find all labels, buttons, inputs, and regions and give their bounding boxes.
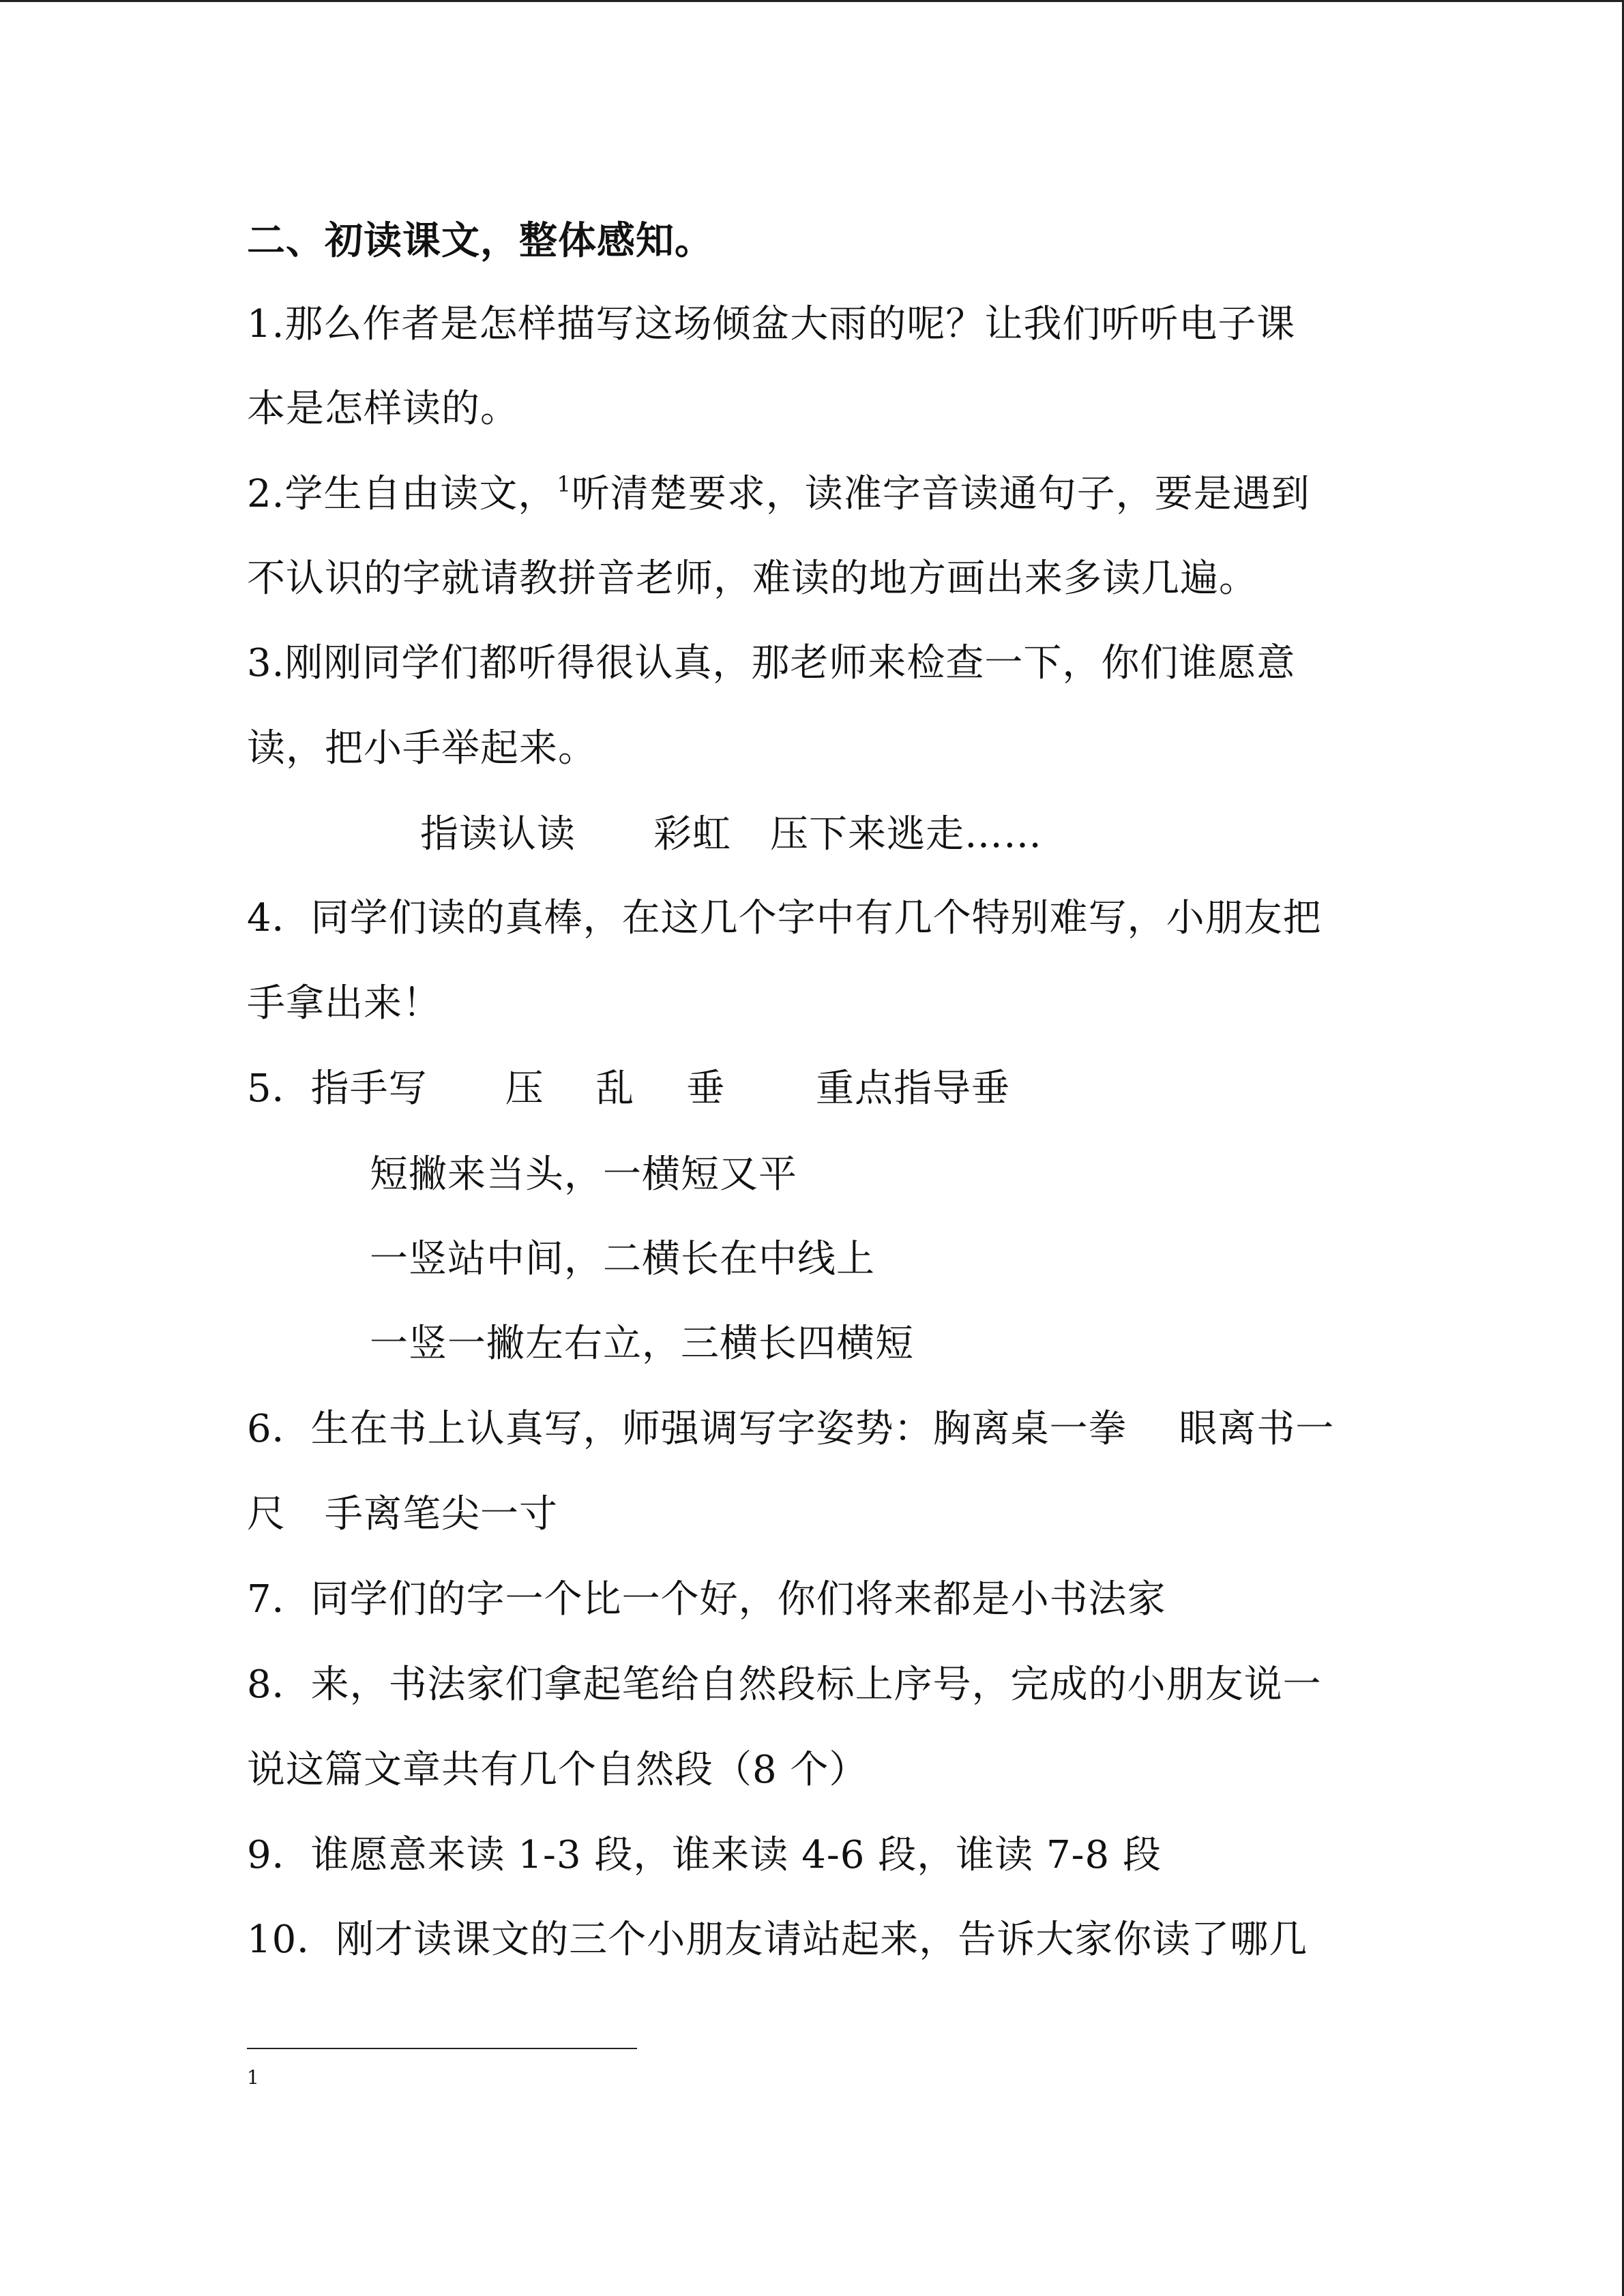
paragraph-line: 10．刚才读课文的三个小朋友请站起来，告诉大家你读了哪几	[247, 1918, 1308, 1962]
paragraph-line: 说这篇文章共有几个自然段（8 个）	[247, 1748, 868, 1792]
footnote-marker: 1	[247, 2066, 259, 2089]
paragraph-line: 4．同学们读的真棒，在这几个字中有几个特别难写，小朋友把	[247, 896, 1322, 940]
paragraph-text: 听清楚要求，读准字音读通句子，要是遇到	[571, 472, 1310, 516]
paragraph-line: 9．谁愿意来读 1-3 段，谁来读 4-6 段，谁读 7-8 段	[247, 1833, 1162, 1877]
paragraph-line: 不认识的字就请教拼音老师，难读的地方画出来多读几遍。	[247, 556, 1258, 601]
paragraph-line: 读，把小手举起来。	[247, 726, 597, 771]
paragraph-line: 7．同学们的字一个比一个好，你们将来都是小书法家	[247, 1577, 1166, 1622]
paragraph-line: 尺 手离笔尖一寸	[247, 1492, 558, 1536]
reading-words-line: 指读认读 彩虹 压下来逃走……	[420, 812, 1042, 856]
paragraph-line: 5．指手写 压 乱 垂 重点指导垂	[247, 1067, 1011, 1111]
footnote-reference[interactable]: 1	[557, 471, 572, 497]
mnemonic-line: 一竖站中间，二横长在中线上	[370, 1237, 875, 1281]
paragraph-line: 3.刚刚同学们都听得很认真，那老师来检查一下，你们谁愿意	[247, 641, 1296, 685]
paragraph-text: 2.学生自由读文，	[247, 472, 557, 516]
paragraph-line: 手拿出来！	[247, 981, 441, 1026]
paragraph-line: 6．生在书上认真写，师强调写字姿势：胸离桌一拳 眼离书一	[247, 1407, 1335, 1451]
paragraph-line: 本是怎样读的。	[247, 387, 519, 431]
mnemonic-line: 短撇来当头，一横短又平	[370, 1152, 797, 1197]
mnemonic-line: 一竖一撇左右立，三横长四横短	[370, 1322, 914, 1366]
page-border-top	[0, 0, 1624, 2]
footnote-separator	[247, 2048, 637, 2049]
paragraph-line	[247, 471, 1310, 518]
paragraph-line: 1.那么作者是怎样描写这场倾盆大雨的呢？让我们听听电子课	[247, 302, 1296, 346]
section-heading: 二、初读课文，整体感知。	[247, 218, 713, 263]
paragraph-line: 8．来，书法家们拿起笔给自然段标上序号，完成的小朋友说一	[247, 1663, 1322, 1707]
